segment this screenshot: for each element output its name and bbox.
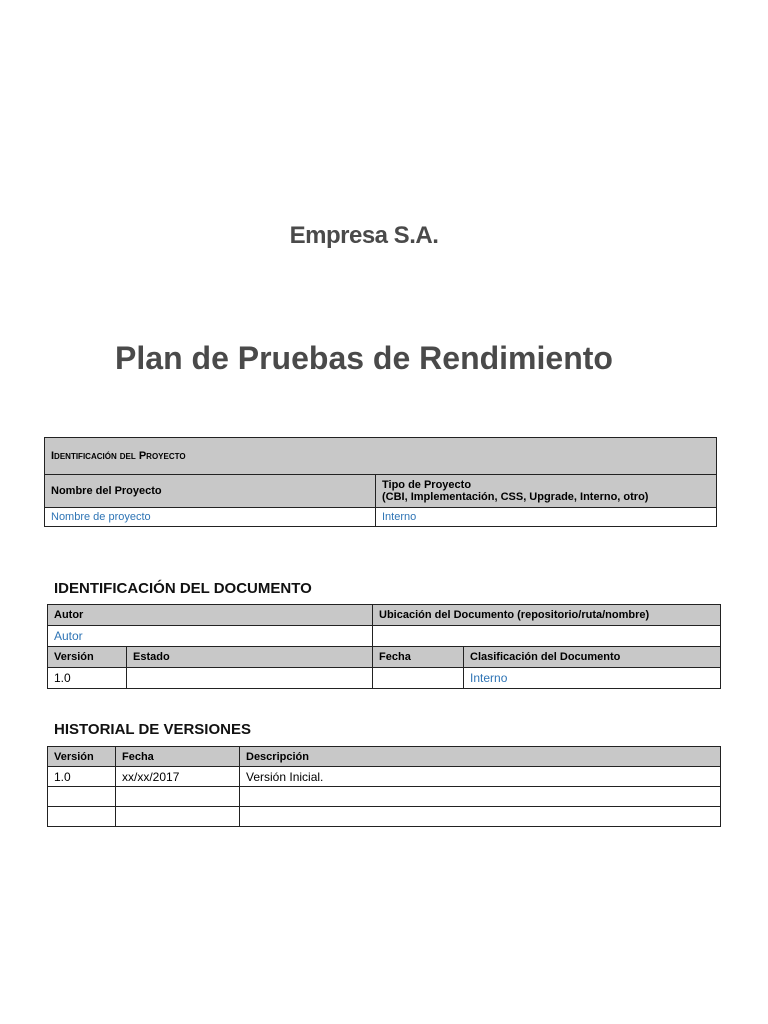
classification-value[interactable]: Interno: [464, 668, 721, 689]
history-cell[interactable]: [48, 787, 116, 807]
classification-label: Clasificación del Documento: [464, 647, 721, 668]
date-value[interactable]: [373, 668, 464, 689]
version-label: Versión: [48, 647, 127, 668]
status-value[interactable]: [127, 668, 373, 689]
version-history-heading: HISTORIAL DE VERSIONES: [54, 721, 251, 738]
project-identification-table: [44, 437, 717, 527]
history-column-header: Descripción: [240, 747, 721, 767]
project-type-value[interactable]: Interno: [376, 508, 717, 527]
history-cell[interactable]: Versión Inicial.: [240, 767, 721, 787]
document-identification-table: [47, 604, 721, 689]
table-row: [48, 787, 721, 807]
table-row: [48, 807, 721, 827]
project-name-value[interactable]: Nombre de proyecto: [45, 508, 376, 527]
project-type-options: (CBI, Implementación, CSS, Upgrade, Interno, otro): [382, 491, 649, 503]
project-type-label-cell: [376, 475, 717, 508]
history-column-header: Versión: [48, 747, 116, 767]
table-row: [48, 767, 721, 787]
history-cell[interactable]: [116, 807, 240, 827]
version-history-table: [47, 746, 721, 827]
version-value[interactable]: 1.0: [48, 668, 127, 689]
document-identification-heading: IDENTIFICACIÓN DEL DOCUMENTO: [54, 580, 312, 597]
project-identification-heading: Identificación del Proyecto: [45, 438, 717, 475]
date-label: Fecha: [373, 647, 464, 668]
author-value[interactable]: Autor: [48, 626, 373, 647]
status-label: Estado: [127, 647, 373, 668]
document-title: Plan de Pruebas de Rendimiento: [115, 340, 613, 376]
history-column-header: Fecha: [116, 747, 240, 767]
location-value[interactable]: [373, 626, 721, 647]
history-cell[interactable]: xx/xx/2017: [116, 767, 240, 787]
company-name: Empresa S.A.: [289, 222, 439, 249]
location-label: Ubicación del Documento (repositorio/ruta/nombre): [373, 605, 721, 626]
author-label: Autor: [48, 605, 373, 626]
project-name-label: Nombre del Proyecto: [45, 475, 376, 508]
history-cell[interactable]: [48, 807, 116, 827]
project-type-label: Tipo de Proyecto: [382, 479, 472, 491]
history-cell[interactable]: 1.0: [48, 767, 116, 787]
history-cell[interactable]: [240, 807, 721, 827]
history-cell[interactable]: [240, 787, 721, 807]
history-cell[interactable]: [116, 787, 240, 807]
